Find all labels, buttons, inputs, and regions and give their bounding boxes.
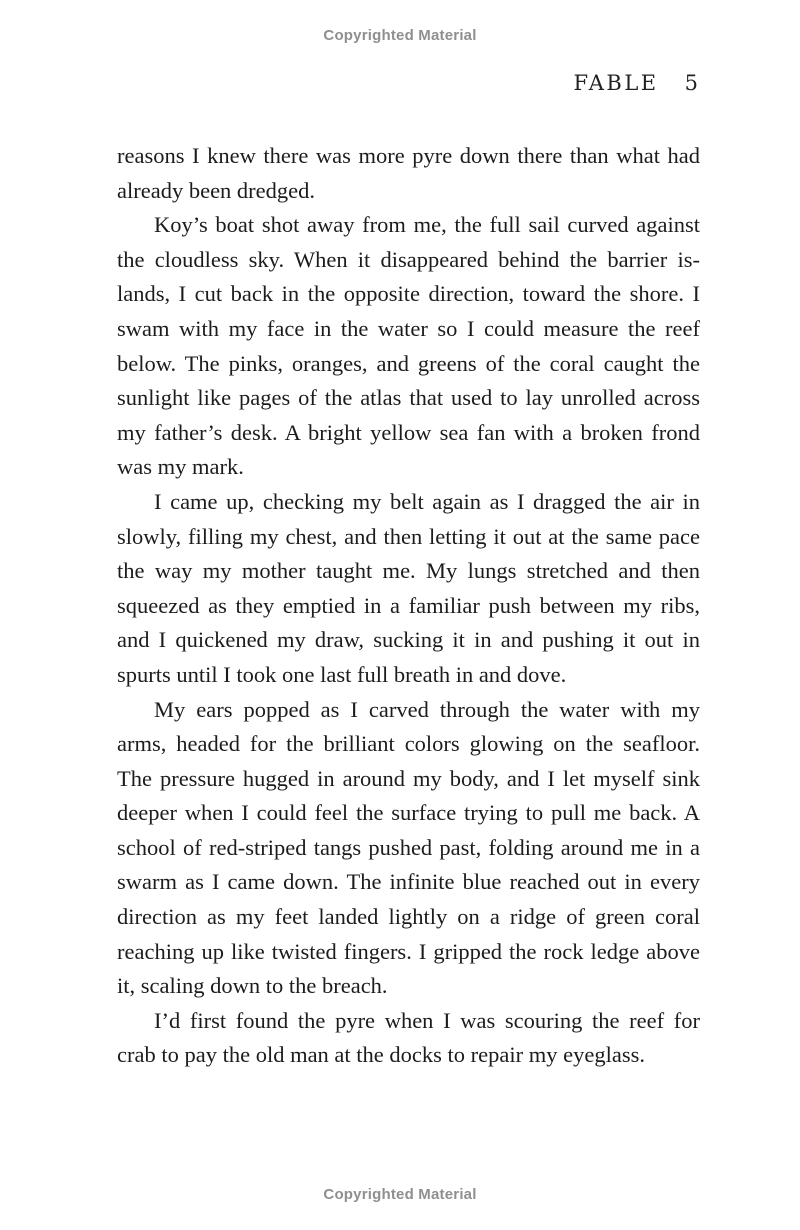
book-title: FABLE (573, 71, 659, 95)
copyright-watermark-bottom: Copyrighted Material (323, 1186, 477, 1203)
page-number: 5 (684, 71, 698, 95)
paragraph: I came up, checking my belt again as I dragged the air in slowly, filling my chest, and then letting it out at the same pace the way my mother taught me. My lungs stretched and then squeezed as they emptied in a familiar push between my ribs, and I quickened my draw, sucking it in and pushing it out in spurts until I took one last full breath in and dove. (117, 488, 700, 687)
body-text (117, 139, 700, 1073)
copyright-watermark-top: Copyrighted Material (323, 27, 477, 44)
paragraph-continued: reasons I knew there was more pyre down there than what had already been dredged. (117, 143, 700, 203)
paragraph: I’d first found the pyre when I was scouring the reef for crab to pay the old man at the docks to repair my eyeglass. (117, 1007, 700, 1068)
paragraph: My ears popped as I carved through the water with my arms, headed for the brilliant colors glowing on the seafloor. The pressure hugged in around my body, and I let myself sink deeper when I could feel the surface trying to pull me back. A school of red-striped tangs pushed past, folding around me in a swarm as I came down. The infinite blue reached out in every direction as my feet landed lightly on a ridge of green coral reaching up like twisted fingers. I gripped the rock ledge above it, scaling down to the breach. (117, 696, 700, 999)
running-head (574, 71, 699, 95)
paragraph: Koy’s boat shot away from me, the full sail curved against the cloudless sky. When it disappeared behind the barrier islands, I cut back in the opposite direction, toward the shore. I swam with my face in the water so I could measure the reef below. The pinks, oranges, and greens of the coral caught the sunlight like pages of the atlas that used to lay unrolled across my father’s desk. A bright yellow sea fan with a broken frond was my mark. (117, 212, 700, 480)
